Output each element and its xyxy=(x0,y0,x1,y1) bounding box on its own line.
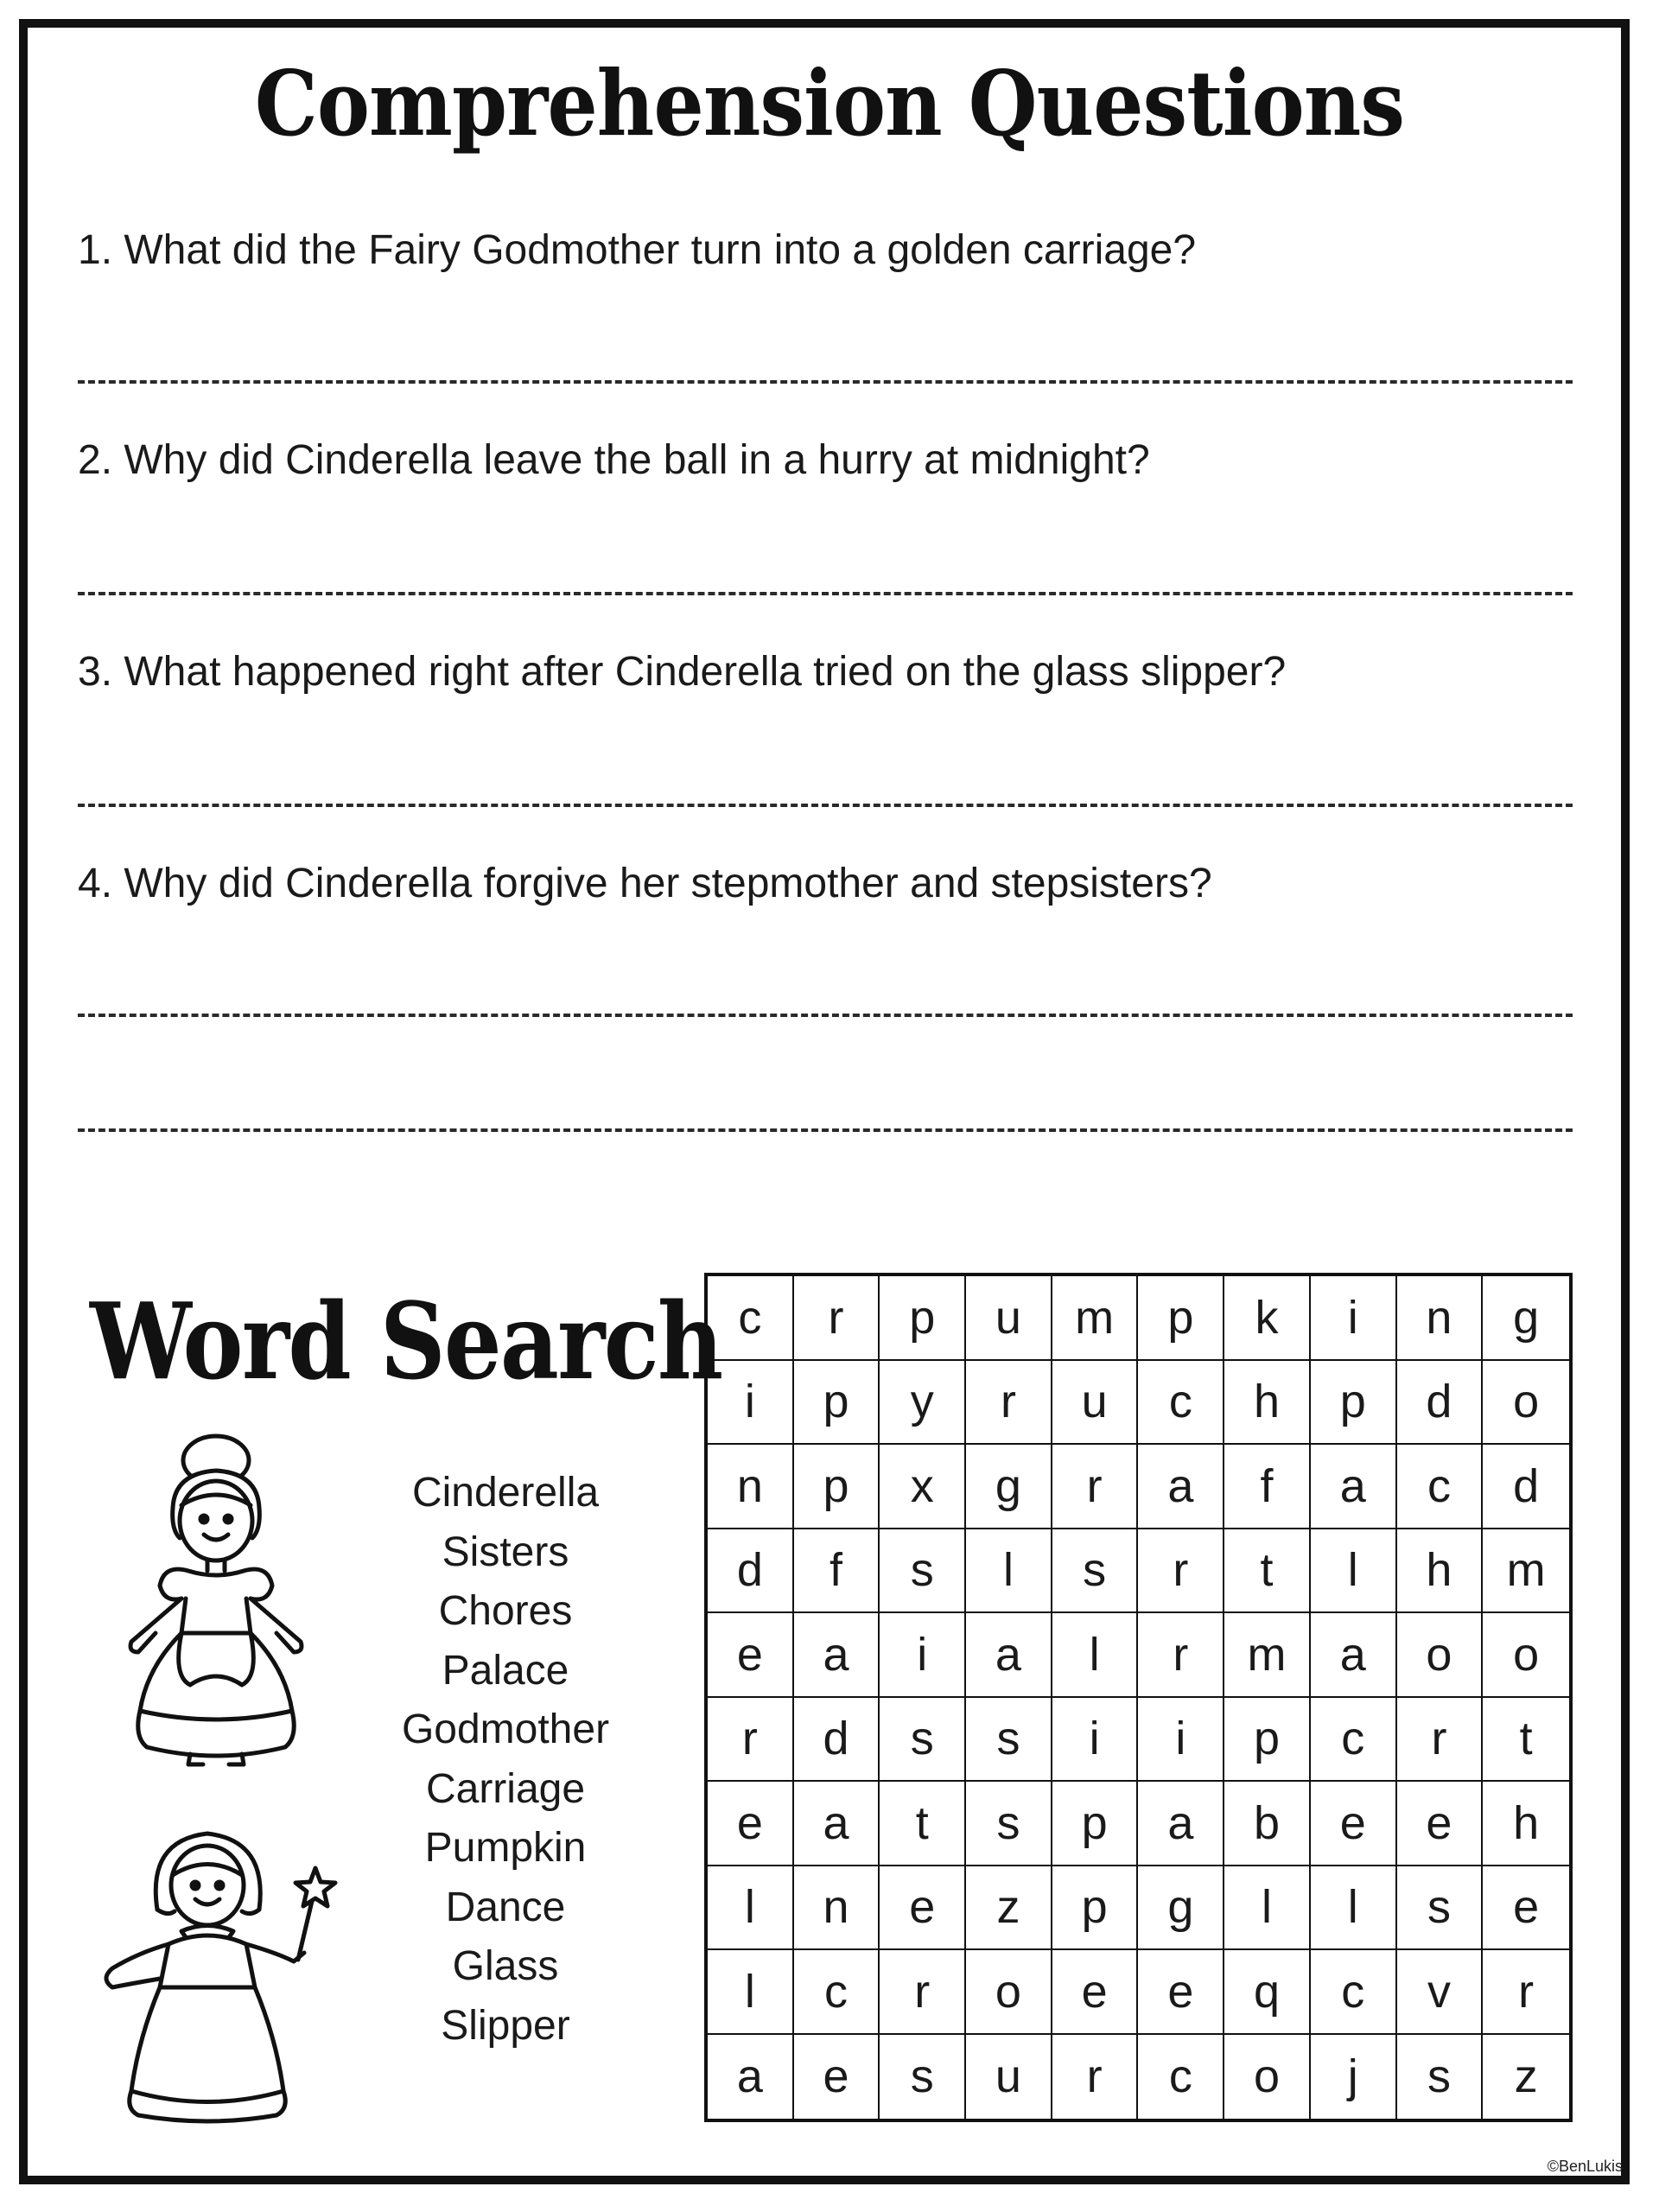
grid-cell[interactable]: d xyxy=(794,1698,880,1783)
grid-cell[interactable]: s xyxy=(880,1698,966,1783)
grid-cell[interactable]: s xyxy=(966,1698,1052,1783)
grid-cell[interactable]: c xyxy=(794,1950,880,2035)
answer-line-4b[interactable] xyxy=(78,1128,1573,1132)
grid-cell[interactable]: s xyxy=(966,1782,1052,1866)
grid-cell[interactable]: r xyxy=(708,1698,794,1783)
grid-cell[interactable]: n xyxy=(708,1445,794,1529)
grid-cell[interactable]: g xyxy=(1138,1866,1224,1951)
grid-cell[interactable]: s xyxy=(1397,2035,1484,2120)
grid-cell[interactable]: q xyxy=(1224,1950,1311,2035)
word-list xyxy=(363,1464,648,2056)
grid-cell[interactable]: i xyxy=(1311,1276,1397,1361)
grid-cell[interactable]: i xyxy=(708,1361,794,1446)
grid-cell[interactable]: l xyxy=(1224,1866,1311,1951)
grid-cell[interactable]: i xyxy=(880,1613,966,1698)
grid-cell[interactable]: e xyxy=(1397,1782,1484,1866)
word-search-grid xyxy=(704,1273,1573,2122)
grid-cell[interactable]: y xyxy=(880,1361,966,1446)
word-list-item: Pumpkin xyxy=(424,1825,587,1871)
grid-cell[interactable]: d xyxy=(708,1529,794,1614)
grid-cell[interactable]: e xyxy=(1483,1866,1569,1951)
grid-cell[interactable]: d xyxy=(1397,1361,1484,1446)
grid-cell[interactable]: a xyxy=(1311,1613,1397,1698)
grid-cell[interactable]: c xyxy=(1397,1445,1484,1529)
copyright-text: ©BenLukis xyxy=(1547,2158,1623,2175)
grid-cell[interactable]: r xyxy=(880,1950,966,2035)
grid-cell[interactable]: m xyxy=(1224,1613,1311,1698)
grid-cell[interactable]: r xyxy=(1138,1529,1224,1614)
grid-cell[interactable]: e xyxy=(880,1866,966,1951)
fairy-godmother-illustration-icon xyxy=(78,1815,363,2126)
grid-cell[interactable]: v xyxy=(1397,1950,1484,2035)
word-list-item: Glass xyxy=(452,1943,559,1989)
grid-cell[interactable]: x xyxy=(880,1445,966,1529)
grid-cell[interactable]: c xyxy=(1311,1950,1397,2035)
grid-cell[interactable]: p xyxy=(794,1445,880,1529)
grid-cell[interactable]: r xyxy=(1397,1698,1484,1783)
grid-cell[interactable]: p xyxy=(1052,1782,1139,1866)
word-list-item: Godmother xyxy=(401,1707,610,1752)
grid-cell[interactable]: r xyxy=(1138,1613,1224,1698)
answer-line-1[interactable] xyxy=(78,380,1573,384)
grid-cell[interactable]: r xyxy=(1052,2035,1139,2120)
grid-cell[interactable]: t xyxy=(880,1782,966,1866)
star-wand-icon xyxy=(296,1868,335,1906)
grid-cell[interactable]: l xyxy=(1052,1613,1139,1698)
grid-cell[interactable]: j xyxy=(1311,2035,1397,2120)
word-list-item: Sisters xyxy=(442,1529,569,1575)
word-list-item: Slipper xyxy=(441,2002,570,2049)
question-2: 2. Why did Cinderella leave the ball in a hurry at midnight? xyxy=(78,437,1150,483)
grid-cell[interactable]: m xyxy=(1483,1529,1569,1614)
answer-line-2[interactable] xyxy=(78,592,1573,595)
grid-cell[interactable]: e xyxy=(794,2035,880,2120)
grid-cell[interactable]: a xyxy=(794,1613,880,1698)
grid-cell[interactable]: p xyxy=(1224,1698,1311,1783)
word-list-item: Chores xyxy=(438,1588,573,1634)
grid-cell[interactable]: z xyxy=(966,1866,1052,1951)
grid-cell[interactable]: n xyxy=(794,1866,880,1951)
grid-cell[interactable]: p xyxy=(1311,1361,1397,1446)
grid-cell[interactable]: c xyxy=(708,1276,794,1361)
grid-cell[interactable]: t xyxy=(1224,1529,1311,1614)
grid-cell[interactable]: t xyxy=(1483,1698,1569,1783)
grid-cell[interactable]: e xyxy=(1311,1782,1397,1866)
grid-cell[interactable]: o xyxy=(1483,1613,1569,1698)
grid-cell[interactable]: l xyxy=(966,1529,1052,1614)
grid-cell[interactable]: a xyxy=(1311,1445,1397,1529)
word-list-item: Dance xyxy=(445,1884,566,1930)
grid-cell[interactable]: a xyxy=(708,2035,794,2120)
grid-cell[interactable]: g xyxy=(966,1445,1052,1529)
grid-cell[interactable]: u xyxy=(966,1276,1052,1361)
grid-cell[interactable]: h xyxy=(1224,1361,1311,1446)
grid-cell[interactable]: e xyxy=(1052,1950,1139,2035)
grid-cell[interactable]: o xyxy=(1224,2035,1311,2120)
grid-cell[interactable]: l xyxy=(708,1950,794,2035)
grid-cell[interactable]: f xyxy=(1224,1445,1311,1529)
grid-cell[interactable]: h xyxy=(1483,1782,1569,1866)
grid-cell[interactable]: p xyxy=(1052,1866,1139,1951)
grid-cell[interactable]: h xyxy=(1397,1529,1484,1614)
grid-cell[interactable]: b xyxy=(1224,1782,1311,1866)
grid-cell[interactable]: m xyxy=(1052,1276,1139,1361)
question-1: 1. What did the Fairy Godmother turn into a golden carriage? xyxy=(78,227,1197,273)
grid-cell[interactable]: u xyxy=(966,2035,1052,2120)
grid-cell[interactable]: e xyxy=(1138,1950,1224,2035)
grid-cell[interactable]: a xyxy=(1138,1445,1224,1529)
grid-cell[interactable]: c xyxy=(1138,1361,1224,1446)
question-3: 3. What happened right after Cinderella tried on the glass slipper? xyxy=(78,649,1287,695)
grid-cell[interactable]: l xyxy=(708,1866,794,1951)
word-list-item: Carriage xyxy=(425,1765,586,1812)
grid-cell[interactable]: l xyxy=(1311,1866,1397,1951)
answer-line-3[interactable] xyxy=(78,804,1573,807)
page-title: Comprehension Questions xyxy=(254,50,1405,156)
question-4: 4. Why did Cinderella forgive her stepmother and stepsisters? xyxy=(78,861,1212,906)
grid-cell[interactable]: g xyxy=(1483,1276,1569,1361)
grid-cell[interactable]: o xyxy=(1483,1361,1569,1446)
grid-cell[interactable]: r xyxy=(966,1361,1052,1446)
grid-cell[interactable]: o xyxy=(1397,1613,1484,1698)
word-list-item: Cinderella xyxy=(411,1470,600,1516)
grid-cell[interactable]: s xyxy=(1052,1529,1139,1614)
grid-cell[interactable]: p xyxy=(1138,1276,1224,1361)
grid-cell[interactable]: i xyxy=(1052,1698,1139,1783)
grid-cell[interactable]: k xyxy=(1224,1276,1311,1361)
grid-cell[interactable]: o xyxy=(966,1950,1052,2035)
grid-cell[interactable]: p xyxy=(880,1276,966,1361)
grid-cell[interactable]: c xyxy=(1311,1698,1397,1783)
grid-cell[interactable]: z xyxy=(1514,2050,1538,2103)
cinderella-illustration-icon xyxy=(95,1426,337,1771)
word-list-item: Palace xyxy=(442,1647,569,1694)
grid-cell[interactable]: r xyxy=(794,1276,880,1361)
grid-cell[interactable]: n xyxy=(1397,1276,1484,1361)
grid-cell[interactable]: i xyxy=(1138,1698,1224,1783)
grid-cell[interactable]: r xyxy=(1483,1950,1569,2035)
grid-cell[interactable]: a xyxy=(794,1782,880,1866)
grid-cell[interactable]: d xyxy=(1483,1445,1569,1529)
grid-cell[interactable]: f xyxy=(794,1529,880,1614)
grid-cell[interactable]: r xyxy=(1052,1445,1139,1529)
word-search-title: Word Search xyxy=(90,1279,722,1403)
answer-line-4a[interactable] xyxy=(78,1014,1573,1017)
grid-cell[interactable]: e xyxy=(708,1613,794,1698)
grid-cell[interactable]: c xyxy=(1138,2035,1224,2120)
grid-cell[interactable]: l xyxy=(1311,1529,1397,1614)
grid-cell[interactable]: a xyxy=(966,1613,1052,1698)
grid-cell[interactable]: e xyxy=(708,1782,794,1866)
grid-cell[interactable]: a xyxy=(1138,1782,1224,1866)
grid-cell[interactable]: s xyxy=(1397,1866,1484,1951)
grid-cell[interactable]: u xyxy=(1052,1361,1139,1446)
grid-cell[interactable]: s xyxy=(880,2035,966,2120)
grid-cell[interactable]: p xyxy=(794,1361,880,1446)
grid-cell[interactable]: s xyxy=(880,1529,966,1614)
